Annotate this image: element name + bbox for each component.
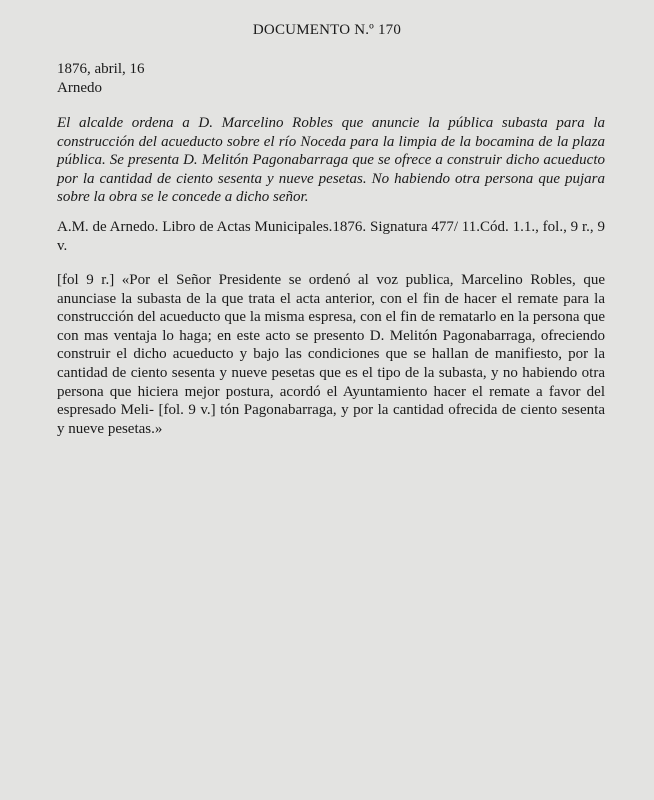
archival-source: A.M. de Arnedo. Libro de Actas Municipales.1876. Signatura 477/ 11.Cód. 1.1., fol., 9 r., 9 v. [57,219,605,254]
document-place: Arnedo [57,79,102,96]
document-summary: El alcalde ordena a D. Marcelino Robles que anuncie la pública subasta para la construcción del acueducto sobre el río Noceda para la limpia de la bocamina de la plaza pública. Se presenta D. Melitón Pagonabarraga que se ofrece a construir dicho acueducto por la cantidad de ciento sesenta y nueve pesetas. No habiendo otra persona que pujara sobre la obra se le concede a dicho señor. [57,115,605,206]
document-date: 1876, abril, 16 [57,61,145,77]
transcription-text: [fol 9 r.] «Por el Señor Presidente se ordenó al voz publica, Marcelino Robles, que anunciase la subasta de la que trata el acta anterior, con el fin de hacer el remate para la construcción del acueducto que la misma espresa, con el fin de rematarlo en la persona que con mas ventaja lo haga; en este acto se presento D. Melitón Pagonabarraga, ofreciendo construir el dicho acueducto y bajo las condiciones que se hallan de manifiesto, por la cantidad de ciento sesenta y nueve pesetas que es el tipo de la subasta, y no habiendo otra persona que hiciera mejor postura, acordó el Ayuntamiento hacer el remate a favor del espresado Meli- [fol. 9 v.] tón Pagonabarraga, y por la cantidad ofrecida de ciento sesenta y nueve pesetas.» [57,272,605,437]
document-title: DOCUMENTO N.º 170 [252,22,402,38]
date-place-block [57,60,605,97]
